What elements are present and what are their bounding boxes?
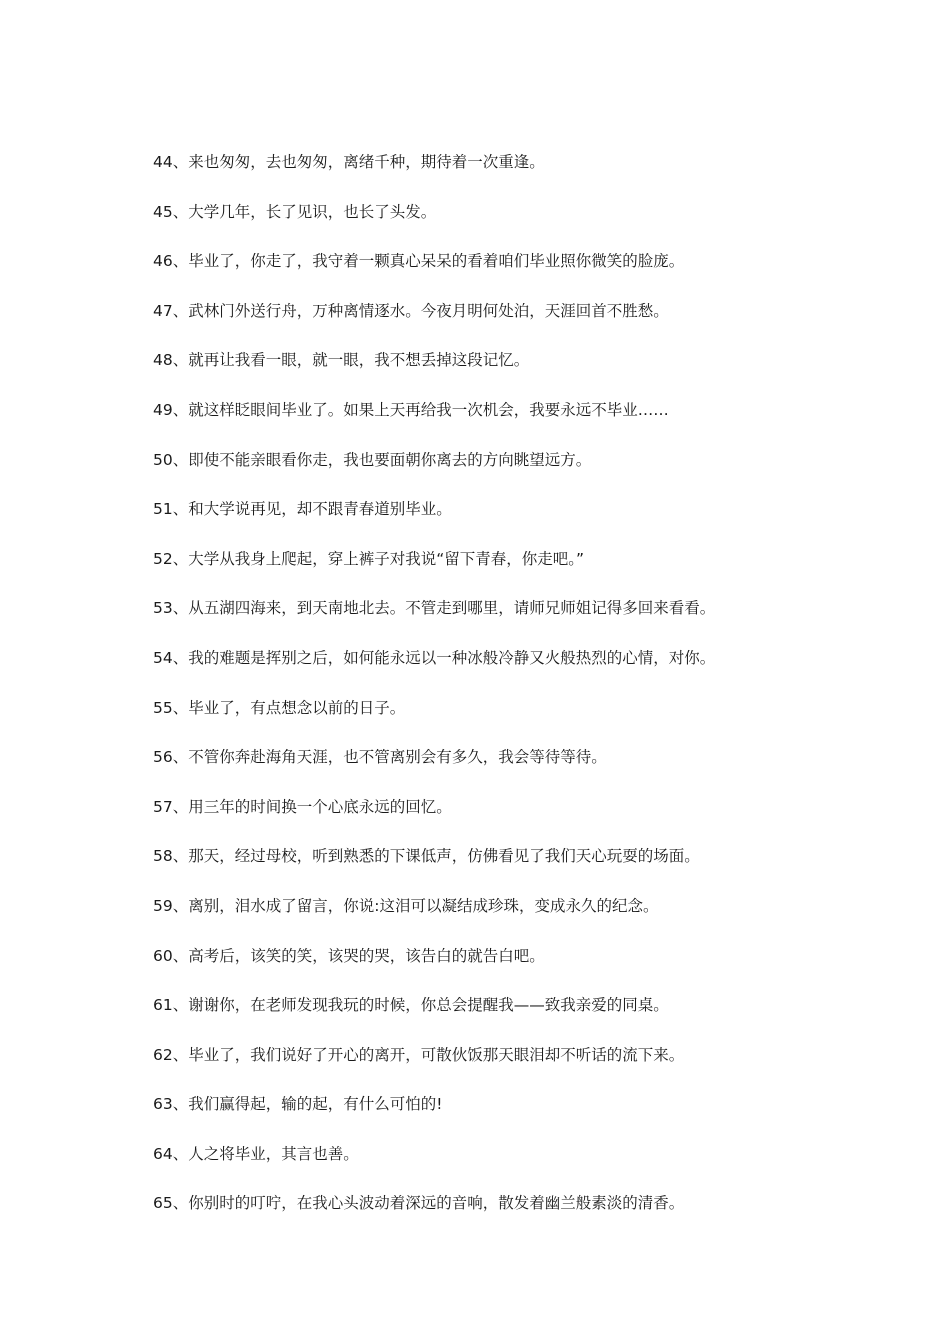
quote-list <box>153 147 913 1238</box>
quote-line: 57、用三年的时间换一个心底永远的回忆。 <box>153 797 452 816</box>
quote-line: 62、毕业了，我们说好了开心的离开，可散伙饭那天眼泪却不听话的流下来。 <box>153 1045 685 1064</box>
quote-line: 48、就再让我看一眼，就一眼，我不想丢掉这段记忆。 <box>153 351 530 370</box>
quote-line: 63、我们赢得起，输的起，有什么可怕的! <box>153 1095 443 1114</box>
quote-line: 55、毕业了，有点想念以前的日子。 <box>153 698 406 717</box>
quote-line: 50、即使不能亲眼看你走，我也要面朝你离去的方向眺望远方。 <box>153 450 592 469</box>
quote-line: 61、谢谢你，在老师发现我玩的时候，你总会提醒我——致我亲爱的同桌。 <box>153 996 669 1015</box>
quote-line: 64、人之将毕业，其言也善。 <box>153 1144 359 1163</box>
quote-line: 49、就这样眨眼间毕业了。如果上天再给我一次机会，我要永远不毕业…… <box>153 400 669 419</box>
quote-line: 51、和大学说再见，却不跟青春道别毕业。 <box>153 500 452 519</box>
quote-line: 45、大学几年，长了见识，也长了头发。 <box>153 202 437 221</box>
quote-line: 56、不管你奔赴海角天涯，也不管离别会有多久，我会等待等待。 <box>153 748 607 767</box>
quote-line: 44、来也匆匆，去也匆匆，离绪千种，期待着一次重逢。 <box>153 153 545 171</box>
quote-line: 54、我的难题是挥别之后，如何能永远以一种冰般冷静又火般热烈的心情，对你。 <box>153 648 716 667</box>
quote-line: 46、毕业了，你走了，我守着一颗真心呆呆的看着咱们毕业照你微笑的脸庞。 <box>153 252 685 271</box>
quote-line: 60、高考后，该笑的笑，该哭的哭，该告白的就告白吧。 <box>153 946 545 965</box>
quote-line: 53、从五湖四海来，到天南地北去。不管走到哪里，请师兄师姐记得多回来看看。 <box>153 599 716 618</box>
quote-line: 65、你别时的叮咛，在我心头波动着深远的音响，散发着幽兰般素淡的清香。 <box>153 1194 685 1213</box>
quote-line: 59、离别，泪水成了留言，你说:这泪可以凝结成珍珠，变成永久的纪念。 <box>153 896 659 915</box>
quote-line: 58、那天，经过母校，听到熟悉的下课低声，仿佛看见了我们天心玩耍的场面。 <box>153 847 700 866</box>
quote-line: 52、大学从我身上爬起，穿上裤子对我说“留下青春，你走吧。” <box>153 549 585 568</box>
quote-line: 47、武林门外送行舟，万种离情逐水。今夜月明何处泊，天涯回首不胜愁。 <box>153 301 669 320</box>
